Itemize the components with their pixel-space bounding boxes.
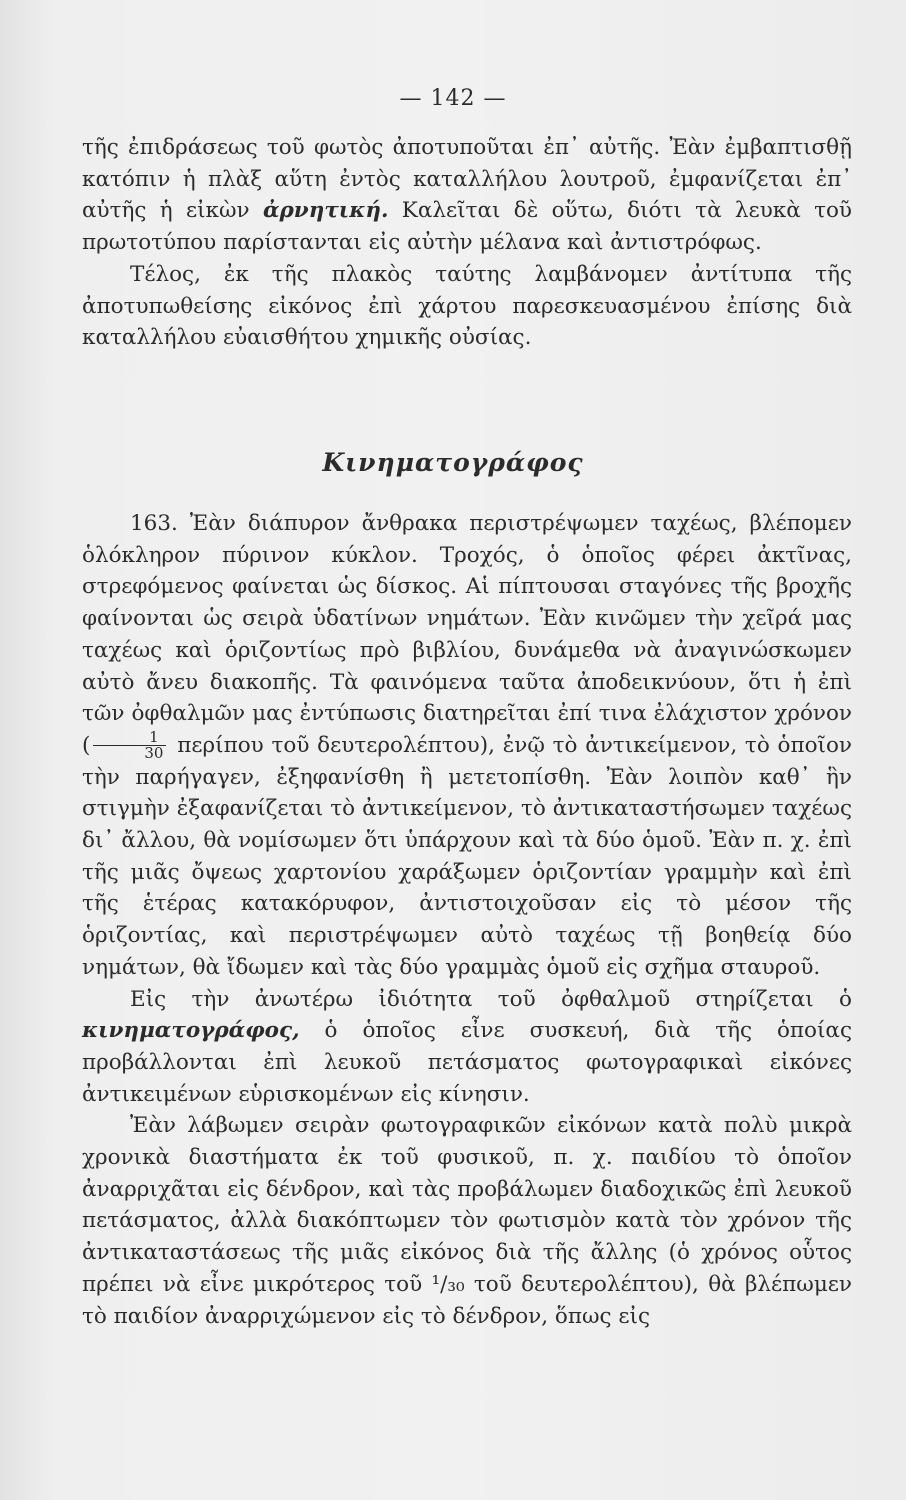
fraction (93, 730, 166, 761)
paragraph-text: 163. Ἐὰν διάπυρον ἄνθρακα περιστρέψωμεν ταχέως, βλέπομεν ὁλόκληρον πύρινον κύκλον. Τροχός, ὁ ὁποῖος φέρει ἀκτῖνας, στρεφόμενος φαίνεται ὡς δίσκος. Αἱ πίπτουσαι σταγόνες τῆς βροχῆς φαίνονται ὡς σειρὰ ὑδατίνων νημάτων. Ἐὰν κινῶμεν τὴν χεῖρά μας ταχέως καὶ ὁριζοντίως πρὸ βιβλίου, δυνάμεθα νὰ ἀναγινώσκωμεν αὐτὸ ἄνευ διακοπῆς. Τὰ φαινόμενα ταῦτα ἀποδεικνύουν, ὅτι ἡ ἐπὶ τῶν ὀφθαλμῶν μας ἐντύπωσις διατηρεῖται ἐπί τινα ἐλάχιστον χρόνον ( (82, 511, 852, 758)
fraction-denominator: 30 (144, 744, 164, 763)
paragraph-negative-image (82, 132, 852, 259)
text-block-cinema (82, 508, 852, 1332)
paragraph-text: τῆς ἐπιδράσεως τοῦ φωτὸς ἀποτυποῦται ἐπ᾽ αὐτῆς. Ἐὰν ἐμβαπτισθῇ κατόπιν ἡ πλὰξ αὕτη ἐντὸς καταλλήλου λουτροῦ, ἐμφανίζεται ἐπ᾽ αὐτῆς ἡ εἰκὼν (82, 135, 852, 224)
paragraph-text: Εἰς τὴν ἀνωτέρω ἰδιότητα τοῦ ὀφθαλμοῦ στηρίζεται ὁ (130, 986, 852, 1012)
emphasis-term: ἀρνητική. (262, 198, 389, 224)
paragraph-projection: Ἐὰν λάβωμεν σειρὰν φωτογραφικῶν εἰκόνων κατὰ πολὺ μικρὰ χρονικὰ διαστήματα ἐκ τοῦ φυσικοῦ, π. χ. παιδίου τὸ ὁποῖον ἀναρριχᾶται εἰς δένδρον, καὶ τὰς προβάλωμεν διαδοχικῶς ἐπὶ λευκοῦ πετάσματος, ἀλλὰ διακόπτωμεν τὸν φωτισμὸν κατὰ τὸν χρόνον τῆς ἀντικαταστάσεως τῆς μιᾶς εἰκόνος διὰ τῆς ἄλλης (ὁ χρόνος οὗτος πρέπει νὰ εἶνε μικρότερος τοῦ ¹/₃₀ τοῦ δευτερολέπτου), θὰ βλέπωμεν τὸ παιδίον ἀναρριχώμενον εἰς τὸ δένδρον, ὅπως εἰς (82, 1113, 852, 1329)
paragraph-text: ὁ ὁποῖος εἶνε συσκευή, διὰ τῆς ὁποίας προβάλλονται ἐπὶ λευκοῦ πετάσματος φωτογραφικαὶ εἰκόνες ἀντικειμένων εὑρισκομένων εἰς κίνησιν. (82, 1018, 852, 1107)
paragraph-163 (82, 508, 852, 984)
section-heading: Κινηματογράφος (322, 448, 584, 477)
paragraph-text: Καλεῖται δὲ οὕτω, διότι τὰ λευκὰ τοῦ πρωτοτύπου παρίστανται εἰς αὐτὴν μέλανα καὶ ἀντιστρόφως. (82, 198, 852, 256)
paragraph-prints: Τέλος, ἐκ τῆς πλακὸς ταύτης λαμβάνομεν ἀντίτυπα τῆς ἀποτυπωθείσης εἰκόνος ἐπὶ χάρτου παρεσκευασμένου ἐπίσης διὰ καταλλήλου εὐαισθήτου χημικῆς οὐσίας. (82, 261, 852, 351)
paragraph-text: περίπου τοῦ δευτερολέπτου), ἐνῷ τὸ ἀντικείμενον, τὸ ὁποῖον τὴν παρήγαγεν, ἐξηφανίσθη ἢ μετετοπίσθη. Ἐὰν λοιπὸν καθ᾽ ἣν στιγμὴν ἐξαφανίζεται τὸ ἀντικείμενον, τὸ ἀντικαταστήσωμεν ταχέως δι᾽ ἄλλου, θὰ νομίσωμεν ὅτι ὑπάρχουν καὶ τὰ δύο ὁμοῦ. Ἐὰν π. χ. ἐπὶ τῆς μιᾶς ὄψεως χαρτονίου χαράξωμεν ὁριζοντίαν γραμμὴν καὶ ἐπὶ τῆς ἑτέρας κατακόρυφον, ἀντιστοιχοῦσαν εἰς τὸ μέσον τῆς ὁριζοντίας, καὶ περιστρέψωμεν αὐτὸ ταχέως τῇ βοηθείᾳ δύο νημάτων, θὰ ἴδωμεν καὶ τὰς δύο γραμμὰς ὁμοῦ εἰς σχῆμα σταυροῦ. (82, 732, 852, 980)
fraction-numerator: 1 (93, 730, 166, 746)
paragraph-cinematograph (82, 984, 852, 1111)
emphasis-term: κινηματογράφος, (82, 1018, 300, 1044)
text-block-top (82, 132, 852, 354)
page-number: — 142 — (399, 86, 507, 111)
